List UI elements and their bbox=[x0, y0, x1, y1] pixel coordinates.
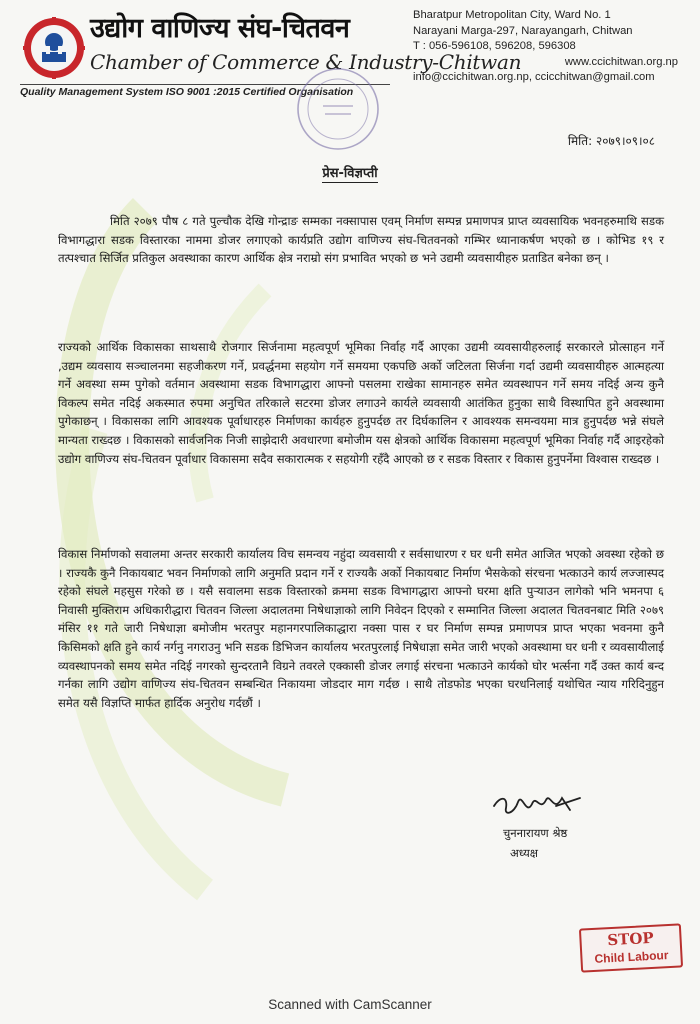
paragraph-3: विकास निर्माणको सवालमा अन्तर सरकारी कार्यालय विच समन्वय नहुंदा व्यवसायी र सर्वसाधारण र घर धनी समेत आजित भएको अवस्था रहेको छ । राज्यकै कुनै निकायबाट भवन निर्माणको लागि अनुमति प्रदान गर्ने र राज्यकै अर्को निकायबाट निर्माण भैसकेको संरचना भत्काउने कार्य लज्जास्पद रहेको संघले महसुस गरेको छ । यसै सवालमा सडक विस्तारको क्रममा सडक विभागद्धारा आफ्नो घरमा क्षति पुऱ्याउन लागेको भनि भमनपा ६ निवासी मुक्तिराम अधिकारीद्धारा चितवन जिल्ला अदालतमा निषेधाज्ञाको लागि निवेदन दिएको र सम्मानित जिल्ला अदालत चितवनबाट मिति २०७९ मंसिर ११ गते जारी निषेधाज्ञा बमोजीम भरतपुर महानगरपालिकाद्धारा नक्सा पास र घर निर्माण सम्पन्न प्रमाणपत्र प्राप्त भएका भवनमा कुनै किसिमको क्षति हुने कार्य नर्गनु नगराउनु भनि सडक डिभिजन कार्यालय भरतपुरलाई निषेधाज्ञा समेत जारी भएको अवस्थामा घर धनी र व्यवसायीलाई व्यवस्थापनको समय समेत नदिई नगरको सुन्दरतानै विग्रने तवरले एक्कासी डोजर लगाई संरचना भत्काउने कार्यको घोर भर्त्सना गर्दै उक्त कार्य बन्द गर्नका लागि उद्योग वाणिज्य संघ-चितवन सम्बन्धित निकायमा जोडदार माग गर्दछ । साथै तोडफोड भएका घरधनिलाई यथोचित न्याय गरिदिनुहुन समेत यसै विज्ञप्ति मार्फत हार्दिक अनुरोध गर्दछौं । bbox=[58, 547, 664, 710]
iso-certification: Quality Management System ISO 9001 :2015 Certified Organisation bbox=[20, 86, 354, 98]
contact-street: Narayani Marga-297, Narayangarh, Chitwan bbox=[413, 24, 633, 37]
org-name-nepali: उद्योग वाणिज्य संघ-चितवन bbox=[90, 13, 350, 44]
signature-icon bbox=[490, 786, 585, 826]
chamber-logo-icon bbox=[22, 16, 86, 80]
contact-email: info@ccichitwan.org.np, ccicchitwan@gmail.com bbox=[413, 71, 655, 83]
badge-line-1: STOP bbox=[606, 928, 655, 950]
press-release-title: प्रेस-विज्ञप्ती bbox=[322, 166, 378, 181]
contact-website: www.ccichitwan.org.np bbox=[564, 55, 678, 68]
office-stamp-icon bbox=[295, 66, 381, 152]
contact-block bbox=[413, 8, 678, 86]
letter-date: मिति: २०७९।०९।०८ bbox=[567, 134, 655, 148]
contact-address: Bharatpur Metropolitan City, Ward No. 1 bbox=[413, 9, 611, 21]
contact-phone: T : 056-596108, 596208, 596308 bbox=[413, 40, 576, 52]
scanner-footer: Scanned with CamScanner bbox=[268, 997, 432, 1012]
signer-title: अध्यक्ष bbox=[510, 846, 539, 860]
paragraph-1: मिति २०७९ पौष ८ गते पुल्चौक देखि गोन्द्राङ सम्मका नक्सापास एवम् निर्माण सम्पन्न प्रमाणपत्र प्राप्त व्यवसायिक भवनहरुमाथि सडक विभागद्धारा सडक विस्तारका नाममा डोजर लगाएको कार्यप्रति उद्योग वाणिज्य संघ-चितवनको गम्भिर ध्यानाकर्षण भएको छ । कोभिड १९ र तत्पश्चात सिर्जित प्रतिकुल अवस्थाका कारण आर्थिक क्षेत्र नराम्रो संग प्रभावित भएको छ भने उद्यमी व्यवसायीहरु प्रताडित बनेका छन् । bbox=[58, 214, 664, 266]
paragraph-2: राज्यको आर्थिक विकासका साथसाथै रोजगार सिर्जनामा महत्वपूर्ण भूमिका निर्वाह गर्दै आएका उद्यमी व्यवसायीहरुलाई सरकारले प्रोत्साहन गर्ने ,उद्यम व्यवसाय सञ्चालनमा सहजीकरण गर्ने, प्रवर्द्धनमा सहयोग गर्ने समयमा एकपछि अर्को जटिलता सिर्जना गर्दा उद्यमी व्यवसायीहरु आत्महत्या गर्ने अवस्था सम्म पुगेको वर्तमान अवस्थामा सडक विभागद्धारा आफ्नो पसलमा राखेका सामानहरु समेत व्यवस्थापन गर्ने समय नदिई अन्य कुनै विकल्प समेत नदिई अकस्मात रुपमा अनुचित तरिकाले सटरमा डोजर लगाउने कार्यले व्यवसायी आतंकित हुनुका साथै विस्थापित हुने अवस्थामा पुगेकाछन् । विकासका लागि आवश्यक पूर्वाधारहरु निर्माणका कार्यहरु हुनुपर्दछ तर दिर्घकालिन र आवश्यक समन्वयमा मात्र हुनुपर्दछ भन्ने संघले मान्यता राख्दछ । विकासको सार्वजनिक निजी साझेदारी अवधारणा बमोजीम यस क्षेत्रको आर्थिक विकासमा महत्वपूर्ण भूमिका निर्वाह गर्दै आइरहेको उद्योग वाणिज्य संघ-चितवन पूर्वाधार विकासमा सदैव सकारात्मक र सहयोगी रहँदै आएको छ र सडक विस्तार र विकास हुनुपर्नेमा विश्वास राख्दछ । bbox=[58, 340, 664, 466]
stop-child-labour-badge bbox=[579, 923, 683, 972]
signer-name: चुननारायण श्रेष्ठ bbox=[503, 826, 568, 840]
badge-line-2: Child Labour bbox=[594, 948, 669, 966]
org-name-english: Chamber of Commerce & Industry-Chitwan bbox=[90, 50, 522, 74]
